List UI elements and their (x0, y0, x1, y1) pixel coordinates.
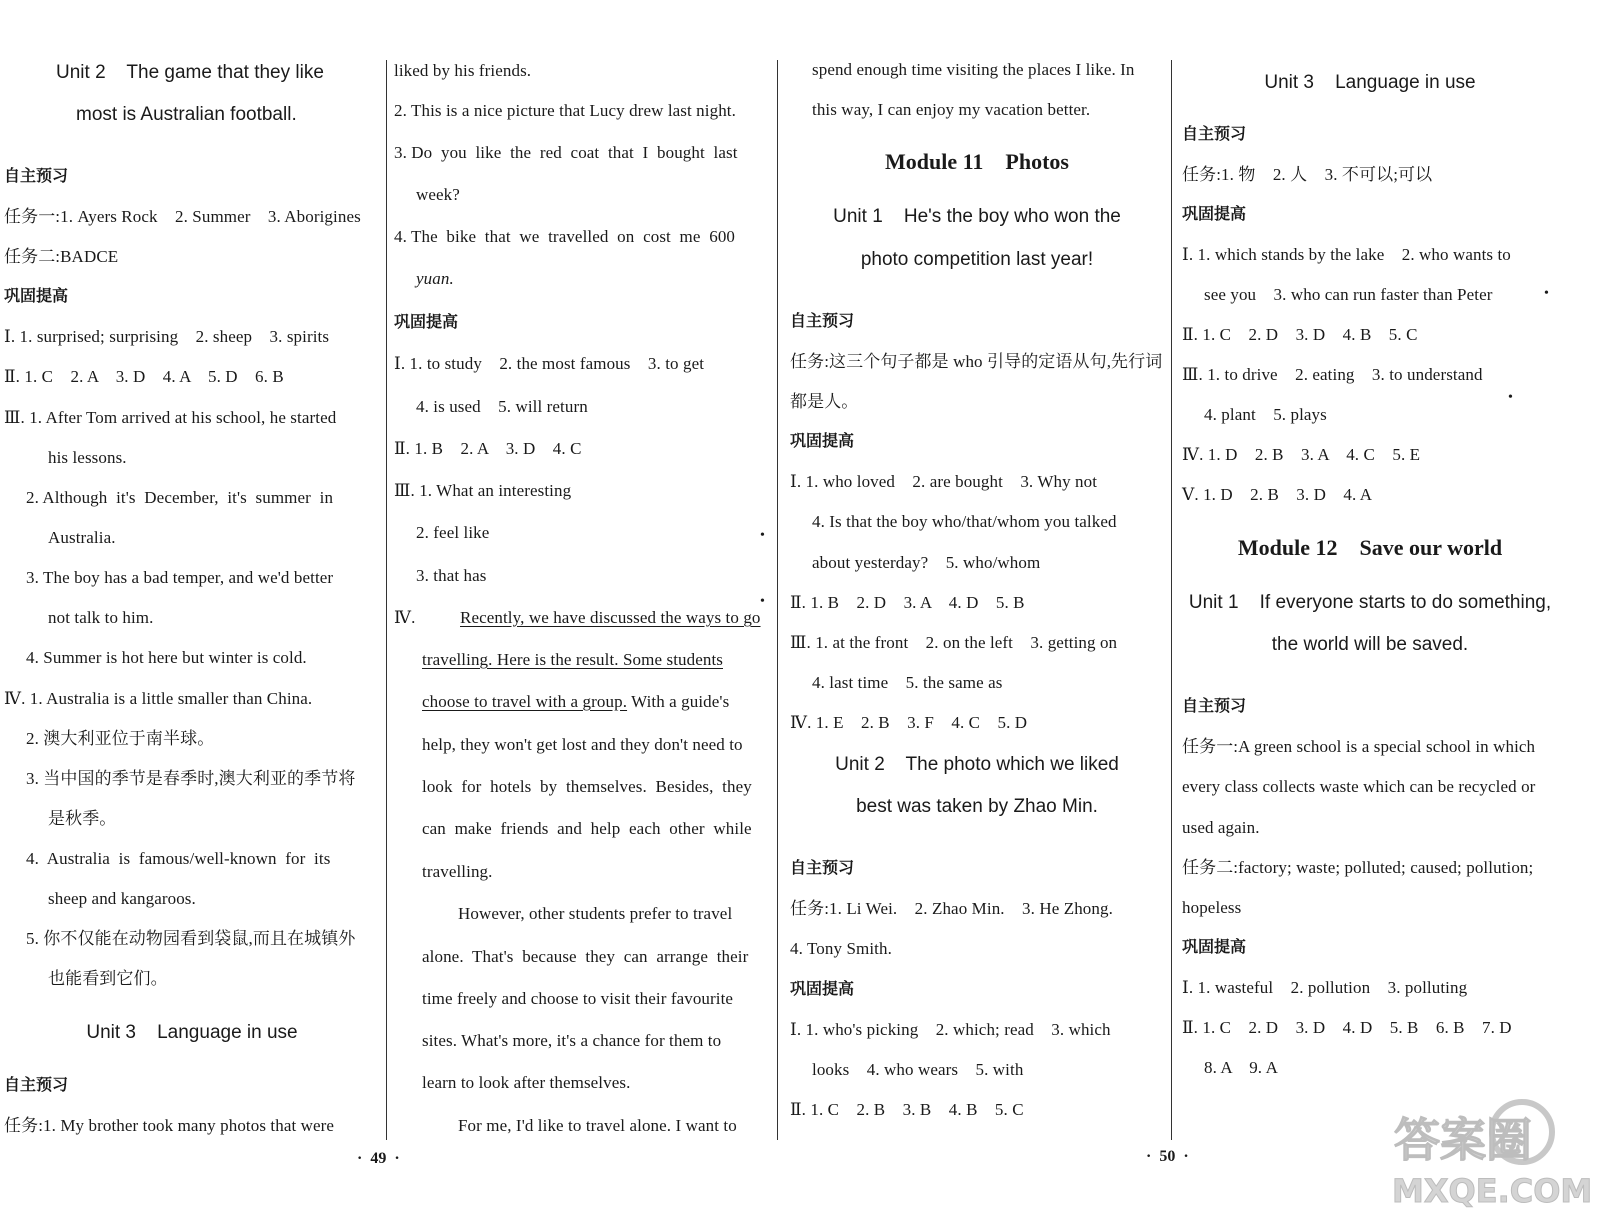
exercise-4-3a: 3. 当中国的季节是春季时,澳大利亚的季节将 (26, 769, 356, 788)
column-divider-1 (386, 60, 387, 1140)
c2-stray-dot-2: • (760, 594, 765, 609)
c2-ex4-line1: Recently, we have discussed the ways to go (460, 608, 761, 627)
exercise-2: Ⅱ. 1. C 2. A 3. D 4. A 5. D 6. B (4, 367, 284, 386)
c3-ex5a: Ⅰ. 1. who's picking 2. which; read 3. which (790, 1020, 1111, 1039)
task1-line: 任务一:1. Ayers Rock 2. Summer 3. Aborigines (4, 207, 361, 226)
c2-ex4-p2-line4: sites. What's more, it's a chance for them to (422, 1031, 722, 1050)
c2-ex4-line2-underlined: travelling. Here is the result. Some students (422, 650, 723, 669)
c2-ex4-p2-line5: learn to look after themselves. (422, 1073, 631, 1092)
exercise-3-4: 4. Summer is hot here but winter is cold. (26, 648, 307, 667)
c2-ex1a: Ⅰ. 1. to study 2. the most famous 3. to get (394, 354, 705, 373)
c4-unit3-title: Unit 3 Language in use (1264, 72, 1476, 93)
c2-ex4-p2-line1: However, other students prefer to travel (458, 904, 733, 923)
c4-ex1a: Ⅰ. 1. which stands by the lake 2. who wants to (1182, 245, 1511, 264)
c3-task2a: 任务:1. Li Wei. 2. Zhao Min. 3. He Zhong. (790, 899, 1113, 918)
c3-unit1-title-line1: Unit 1 He's the boy who won the (833, 206, 1121, 227)
watermark-bottom-text: MXQE.COM (1392, 1172, 1593, 1210)
c2-line-3b: week? (416, 185, 460, 204)
exercise-4-4a: 4. Australia is famous/well-known for its (26, 849, 331, 868)
c3-unit2-title-line1: Unit 2 The photo which we liked (835, 754, 1119, 775)
c2-ex4-line4: help, they won't get lost and they don't need to (422, 735, 743, 754)
c4-task2b: hopeless (1182, 898, 1242, 917)
c2-ex2: Ⅱ. 1. B 2. A 3. D 4. C (394, 439, 582, 458)
exercise-4-1: Ⅳ. 1. Australia is a little smaller than China. (4, 689, 313, 708)
c2-ex4-line5: look for hotels by themselves. Besides, they (422, 777, 752, 796)
section-consolidate: 巩固提高 (4, 288, 69, 305)
page-number-left: · 49 · (357, 1150, 400, 1167)
c3-ex1a: Ⅰ. 1. who loved 2. are bought 3. Why not (790, 472, 1098, 491)
exercise-3-2b: Australia. (48, 528, 116, 547)
c2-ex3a: Ⅲ. 1. What an interesting (394, 481, 572, 500)
c2-ex4-p2-line2: alone. That's because they can arrange their (422, 947, 749, 966)
c2-ex4-line3 (422, 691, 770, 713)
c3-ex6: Ⅱ. 1. C 2. B 3. B 4. B 5. C (790, 1100, 1024, 1119)
column-divider-3 (1171, 60, 1172, 1140)
exercise-3-1a: Ⅲ. 1. After Tom arrived at his school, he started (4, 408, 337, 427)
c3-section-preview: 自主预习 (790, 313, 855, 330)
c2-line-2: 2. This is a nice picture that Lucy drew last night. (394, 101, 736, 120)
c2-ex4-line3-underlined: choose to travel with a group. (422, 692, 628, 711)
c4-unit1-title-line1: Unit 1 If everyone starts to do something, (1188, 592, 1552, 613)
c2-ex1b: 4. is used 5. will return (416, 397, 588, 416)
unit2-title-line2: most is Australian football. (76, 104, 297, 125)
exercise-3-3b: not talk to him. (48, 608, 154, 627)
c2-stray-dot-1: • (760, 528, 765, 543)
exercise-4-3b: 是秋季。 (48, 809, 117, 828)
c3-task-a: 任务:这三个句子都是 who 引导的定语从句,先行词 (790, 352, 1163, 371)
c2-line-1: liked by his friends. (394, 61, 532, 80)
c4-section-consolidate-2: 巩固提高 (1182, 939, 1247, 956)
c3-section-consolidate-2: 巩固提高 (790, 981, 855, 998)
c2-ex4-line6: can make friends and help each other while (422, 819, 752, 838)
c2-ex4-line7: travelling. (422, 862, 493, 881)
c3-line-2: this way, I can enjoy my vacation better. (812, 100, 1091, 119)
c4-ex4: Ⅳ. 1. D 2. B 3. A 4. C 5. E (1182, 445, 1421, 464)
c2-ex3c: 3. that has (416, 566, 487, 585)
c3-ex1c: about yesterday? 5. who/whom (812, 553, 1041, 572)
unit2-title-line1: Unit 2 The game that they like (56, 62, 324, 83)
c3-ex2: Ⅱ. 1. B 2. D 3. A 4. D 5. B (790, 593, 1025, 612)
module-11-title: Module 11 Photos (885, 149, 1069, 174)
c2-ex4-p3-line1: For me, I'd like to travel alone. I want to (458, 1116, 737, 1135)
c4-section-preview: 自主预习 (1182, 126, 1247, 143)
c4-ex3a: Ⅲ. 1. to drive 2. eating 3. to understand (1182, 365, 1483, 384)
c2-ex4-line3-rest: With a guide's (627, 692, 730, 711)
c3-ex3b: 4. last time 5. the same as (812, 673, 1003, 692)
c3-task2b: 4. Tony Smith. (790, 939, 892, 958)
c4-task1b: every class collects waste which can be recycled or (1182, 777, 1536, 796)
c4-unit1-title-line2: the world will be saved. (1271, 634, 1469, 655)
c3-ex5b: looks 4. who wears 5. with (812, 1060, 1024, 1079)
module-12-title: Module 12 Save our world (1237, 535, 1503, 560)
exercise-3-1b: his lessons. (48, 448, 127, 467)
exercise-1: Ⅰ. 1. surprised; surprising 2. sheep 3. spirits (4, 327, 330, 346)
exercise-3-2a: 2. Although it's December, it's summer in (26, 488, 334, 507)
c4-task1c: used again. (1182, 818, 1260, 837)
c2-ex3b: 2. feel like (416, 523, 490, 542)
c2-line-3a: 3. Do you like the red coat that I bought last (394, 143, 738, 162)
c4-section-preview-2: 自主预习 (1182, 698, 1247, 715)
task-last: 任务:1. My brother took many photos that were (4, 1116, 335, 1135)
section-preview-2: 自主预习 (4, 1077, 69, 1094)
unit3-title: Unit 3 Language in use (86, 1022, 298, 1043)
exercise-3-3a: 3. The boy has a bad temper, and we'd better (26, 568, 334, 587)
column-divider-2 (777, 60, 778, 1140)
c3-ex4: Ⅳ. 1. E 2. B 3. F 4. C 5. D (790, 713, 1028, 732)
c4-stray-dot-2: • (1508, 390, 1513, 405)
c2-line-4a: 4. The bike that we travelled on cost me 600 (394, 227, 736, 246)
c4-stray-dot-1: • (1544, 286, 1549, 301)
c4-ex7b: 8. A 9. A (1204, 1058, 1278, 1077)
c4-section-consolidate: 巩固提高 (1182, 206, 1247, 223)
c2-line-4b: yuan. (416, 269, 454, 288)
c3-line-1: spend enough time visiting the places I like. In (812, 60, 1135, 79)
watermark-top-text: 答案圈 (1394, 1113, 1532, 1167)
c3-ex3a: Ⅲ. 1. at the front 2. on the left 3. getting on (790, 633, 1118, 652)
section-preview: 自主预习 (4, 168, 69, 185)
c3-section-preview-2: 自主预习 (790, 860, 855, 877)
watermark-logo (1388, 1098, 1593, 1210)
c3-unit2-title-line2: best was taken by Zhao Min. (856, 796, 1098, 817)
c4-ex1b: see you 3. who can run faster than Peter (1204, 285, 1493, 304)
c3-ex1b: 4. Is that the boy who/that/whom you talked (812, 512, 1117, 531)
c2-section-consolidate: 巩固提高 (394, 314, 459, 331)
c4-ex2: Ⅱ. 1. C 2. D 3. D 4. B 5. C (1182, 325, 1418, 344)
c4-ex7a: Ⅱ. 1. C 2. D 3. D 4. D 5. B 6. B 7. D (1182, 1018, 1512, 1037)
c2-ex4-line2 (422, 649, 770, 671)
c2-ex4-p2-line3: time freely and choose to visit their favourite (422, 989, 734, 1008)
c2-ex4-label: Ⅳ. (394, 608, 416, 627)
task2-line: 任务二:BADCE (4, 247, 119, 266)
c3-unit1-title-line2: photo competition last year! (860, 249, 1094, 270)
c4-ex5: Ⅴ. 1. D 2. B 3. D 4. A (1182, 485, 1373, 504)
c4-ex3b: 4. plant 5. plays (1204, 405, 1327, 424)
exercise-4-2: 2. 澳大利亚位于南半球。 (26, 729, 215, 748)
exercise-4-5b: 也能看到它们。 (48, 969, 168, 988)
exercise-4-4b: sheep and kangaroos. (48, 889, 196, 908)
c3-section-consolidate: 巩固提高 (790, 433, 855, 450)
page-number-right: · 50 · (1146, 1148, 1189, 1165)
c4-task: 任务:1. 物 2. 人 3. 不可以;可以 (1182, 165, 1433, 184)
c3-task-b: 都是人。 (790, 392, 859, 411)
c4-ex6: Ⅰ. 1. wasteful 2. pollution 3. polluting (1182, 978, 1468, 997)
c4-task2a: 任务二:factory; waste; polluted; caused; pollution; (1182, 858, 1534, 877)
exercise-4-5a: 5. 你不仅能在动物园看到袋鼠,而且在城镇外 (26, 929, 356, 948)
c4-task1a: 任务一:A green school is a special school in which (1182, 737, 1536, 756)
